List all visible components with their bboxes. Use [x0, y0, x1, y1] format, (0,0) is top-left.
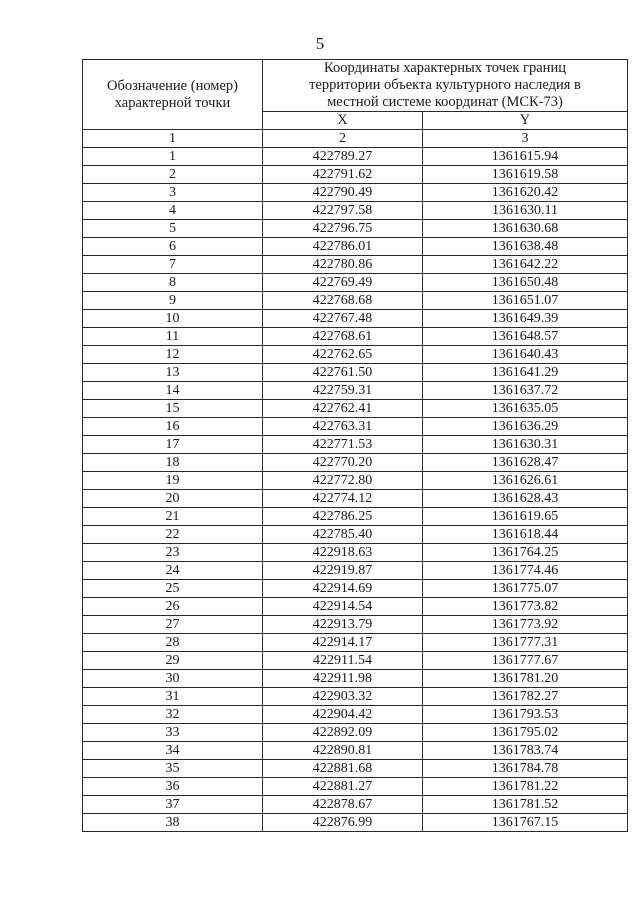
point-number-cell: 8 — [83, 274, 263, 292]
y-coordinate-cell: 1361773.92 — [423, 616, 628, 634]
table-row — [83, 418, 628, 436]
table-row — [83, 526, 628, 544]
table-row — [83, 814, 628, 832]
point-number-cell: 13 — [83, 364, 263, 382]
point-number-cell: 32 — [83, 706, 263, 724]
table-row — [83, 724, 628, 742]
point-number-cell: 10 — [83, 310, 263, 328]
header-y: Y — [423, 112, 628, 130]
x-coordinate-cell: 422768.61 — [263, 328, 423, 346]
x-coordinate-cell: 422786.25 — [263, 508, 423, 526]
y-coordinate-cell: 1361793.53 — [423, 706, 628, 724]
y-coordinate-cell: 1361777.31 — [423, 634, 628, 652]
y-coordinate-cell: 1361630.31 — [423, 436, 628, 454]
table-body — [83, 148, 628, 832]
y-coordinate-cell: 1361781.22 — [423, 778, 628, 796]
table-row — [83, 634, 628, 652]
x-coordinate-cell: 422903.32 — [263, 688, 423, 706]
table-row — [83, 562, 628, 580]
y-coordinate-cell: 1361615.94 — [423, 148, 628, 166]
x-coordinate-cell: 422762.65 — [263, 346, 423, 364]
x-coordinate-cell: 422767.48 — [263, 310, 423, 328]
table-row — [83, 544, 628, 562]
point-number-cell: 5 — [83, 220, 263, 238]
point-number-cell: 19 — [83, 472, 263, 490]
x-coordinate-cell: 422796.75 — [263, 220, 423, 238]
y-coordinate-cell: 1361782.27 — [423, 688, 628, 706]
point-number-cell: 25 — [83, 580, 263, 598]
y-coordinate-cell: 1361642.22 — [423, 256, 628, 274]
header-coords-line-2: территории объекта культурного наследия в — [309, 77, 581, 93]
header-coords-line-3: местной системе координат (МСК-73) — [327, 94, 563, 110]
point-number-cell: 17 — [83, 436, 263, 454]
table-row — [83, 400, 628, 418]
x-coordinate-cell: 422786.01 — [263, 238, 423, 256]
y-coordinate-cell: 1361764.25 — [423, 544, 628, 562]
x-coordinate-cell: 422881.27 — [263, 778, 423, 796]
x-coordinate-cell: 422770.20 — [263, 454, 423, 472]
point-number-cell: 1 — [83, 148, 263, 166]
x-coordinate-cell: 422769.49 — [263, 274, 423, 292]
point-number-cell: 16 — [83, 418, 263, 436]
y-coordinate-cell: 1361781.20 — [423, 670, 628, 688]
x-coordinate-cell: 422911.54 — [263, 652, 423, 670]
column-numbers-row — [83, 130, 628, 148]
point-number-cell: 27 — [83, 616, 263, 634]
point-number-cell: 21 — [83, 508, 263, 526]
y-coordinate-cell: 1361795.02 — [423, 724, 628, 742]
header-coords-line-1: Координаты характерных точек границ — [324, 60, 566, 76]
x-coordinate-cell: 422774.12 — [263, 490, 423, 508]
y-coordinate-cell: 1361636.29 — [423, 418, 628, 436]
x-coordinate-cell: 422771.53 — [263, 436, 423, 454]
point-number-cell: 11 — [83, 328, 263, 346]
y-coordinate-cell: 1361649.39 — [423, 310, 628, 328]
x-coordinate-cell: 422913.79 — [263, 616, 423, 634]
y-coordinate-cell: 1361641.29 — [423, 364, 628, 382]
x-coordinate-cell: 422881.68 — [263, 760, 423, 778]
point-number-cell: 35 — [83, 760, 263, 778]
y-coordinate-cell: 1361630.68 — [423, 220, 628, 238]
point-number-cell: 18 — [83, 454, 263, 472]
point-number-cell: 31 — [83, 688, 263, 706]
point-number-cell: 7 — [83, 256, 263, 274]
point-number-cell: 9 — [83, 292, 263, 310]
table-row — [83, 580, 628, 598]
table-header — [83, 60, 628, 148]
table-row — [83, 436, 628, 454]
point-number-cell: 6 — [83, 238, 263, 256]
point-number-cell: 29 — [83, 652, 263, 670]
point-number-cell: 37 — [83, 796, 263, 814]
table-row — [83, 652, 628, 670]
y-coordinate-cell: 1361618.44 — [423, 526, 628, 544]
x-coordinate-cell: 422789.27 — [263, 148, 423, 166]
x-coordinate-cell: 422763.31 — [263, 418, 423, 436]
y-coordinate-cell: 1361628.43 — [423, 490, 628, 508]
table-row — [83, 274, 628, 292]
x-coordinate-cell: 422762.41 — [263, 400, 423, 418]
y-coordinate-cell: 1361777.67 — [423, 652, 628, 670]
y-coordinate-cell: 1361619.58 — [423, 166, 628, 184]
x-coordinate-cell: 422914.17 — [263, 634, 423, 652]
y-coordinate-cell: 1361626.61 — [423, 472, 628, 490]
column-number-2: 2 — [263, 130, 423, 148]
point-number-cell: 22 — [83, 526, 263, 544]
y-coordinate-cell: 1361773.82 — [423, 598, 628, 616]
y-coordinate-cell: 1361620.42 — [423, 184, 628, 202]
header-x: X — [263, 112, 423, 130]
point-number-cell: 24 — [83, 562, 263, 580]
x-coordinate-cell: 422914.69 — [263, 580, 423, 598]
x-coordinate-cell: 422791.62 — [263, 166, 423, 184]
y-coordinate-cell: 1361638.48 — [423, 238, 628, 256]
point-number-cell: 12 — [83, 346, 263, 364]
y-coordinate-cell: 1361640.43 — [423, 346, 628, 364]
point-number-cell: 14 — [83, 382, 263, 400]
table-row — [83, 688, 628, 706]
x-coordinate-cell: 422878.67 — [263, 796, 423, 814]
y-coordinate-cell: 1361784.78 — [423, 760, 628, 778]
column-number-1: 1 — [83, 130, 263, 148]
x-coordinate-cell: 422780.86 — [263, 256, 423, 274]
table-row — [83, 184, 628, 202]
x-coordinate-cell: 422911.98 — [263, 670, 423, 688]
table-row — [83, 292, 628, 310]
table-row — [83, 346, 628, 364]
page-number: 5 — [315, 34, 325, 53]
y-coordinate-cell: 1361619.65 — [423, 508, 628, 526]
header-point-line-1: Обозначение (номер) — [106, 77, 238, 94]
table-row — [83, 508, 628, 526]
table-row — [83, 742, 628, 760]
header-coordinates — [263, 60, 628, 112]
x-coordinate-cell: 422759.31 — [263, 382, 423, 400]
table-row — [83, 328, 628, 346]
point-number-cell: 36 — [83, 778, 263, 796]
x-coordinate-cell: 422790.49 — [263, 184, 423, 202]
x-coordinate-cell: 422890.81 — [263, 742, 423, 760]
x-coordinate-cell: 422918.63 — [263, 544, 423, 562]
table-row — [83, 616, 628, 634]
x-coordinate-cell: 422768.68 — [263, 292, 423, 310]
table-row — [83, 454, 628, 472]
table-row — [83, 166, 628, 184]
point-number-cell: 23 — [83, 544, 263, 562]
point-number-cell: 38 — [83, 814, 263, 832]
table-row — [83, 382, 628, 400]
x-coordinate-cell: 422876.99 — [263, 814, 423, 832]
table-row — [83, 238, 628, 256]
column-number-3: 3 — [423, 130, 628, 148]
table-row — [83, 760, 628, 778]
y-coordinate-cell: 1361775.07 — [423, 580, 628, 598]
y-coordinate-cell: 1361648.57 — [423, 328, 628, 346]
x-coordinate-cell: 422797.58 — [263, 202, 423, 220]
table-row — [83, 256, 628, 274]
point-number-cell: 33 — [83, 724, 263, 742]
table-row — [83, 706, 628, 724]
y-coordinate-cell: 1361651.07 — [423, 292, 628, 310]
table-row — [83, 364, 628, 382]
header-point-designation — [83, 60, 263, 130]
point-number-cell: 3 — [83, 184, 263, 202]
y-coordinate-cell: 1361637.72 — [423, 382, 628, 400]
table-row — [83, 148, 628, 166]
point-number-cell: 20 — [83, 490, 263, 508]
x-coordinate-cell: 422919.87 — [263, 562, 423, 580]
y-coordinate-cell: 1361635.05 — [423, 400, 628, 418]
y-coordinate-cell: 1361628.47 — [423, 454, 628, 472]
x-coordinate-cell: 422892.09 — [263, 724, 423, 742]
point-number-cell: 4 — [83, 202, 263, 220]
table-row — [83, 778, 628, 796]
table-row — [83, 472, 628, 490]
x-coordinate-cell: 422904.42 — [263, 706, 423, 724]
point-number-cell: 34 — [83, 742, 263, 760]
y-coordinate-cell: 1361630.11 — [423, 202, 628, 220]
coordinates-table — [82, 59, 628, 832]
x-coordinate-cell: 422761.50 — [263, 364, 423, 382]
point-number-cell: 2 — [83, 166, 263, 184]
point-number-cell: 30 — [83, 670, 263, 688]
table-row — [83, 598, 628, 616]
y-coordinate-cell: 1361774.46 — [423, 562, 628, 580]
table-row — [83, 202, 628, 220]
point-number-cell: 26 — [83, 598, 263, 616]
table-row — [83, 670, 628, 688]
table-row — [83, 490, 628, 508]
table-row — [83, 796, 628, 814]
header-point-line-2: характерной точки — [114, 94, 231, 111]
y-coordinate-cell: 1361650.48 — [423, 274, 628, 292]
x-coordinate-cell: 422785.40 — [263, 526, 423, 544]
x-coordinate-cell: 422914.54 — [263, 598, 423, 616]
point-number-cell: 15 — [83, 400, 263, 418]
table-row — [83, 220, 628, 238]
point-number-cell: 28 — [83, 634, 263, 652]
table-row — [83, 310, 628, 328]
y-coordinate-cell: 1361781.52 — [423, 796, 628, 814]
y-coordinate-cell: 1361783.74 — [423, 742, 628, 760]
y-coordinate-cell: 1361767.15 — [423, 814, 628, 832]
x-coordinate-cell: 422772.80 — [263, 472, 423, 490]
